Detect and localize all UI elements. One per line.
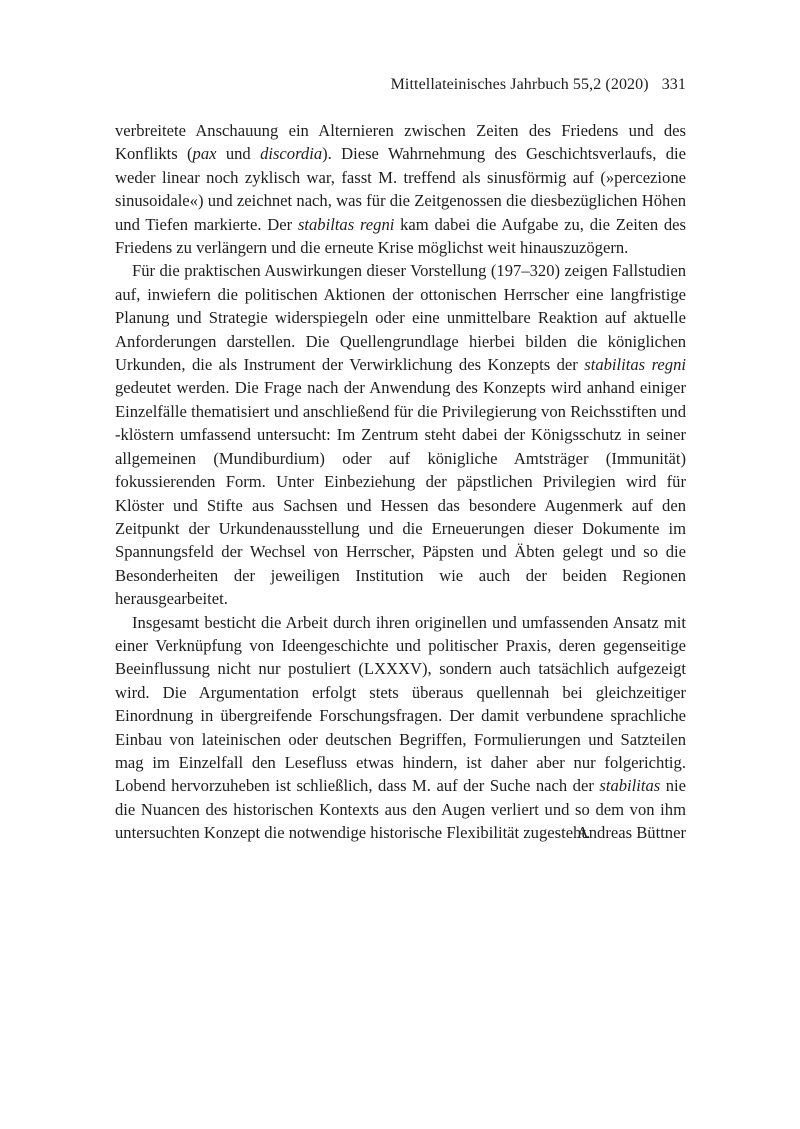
running-header — [115, 76, 686, 94]
italic-term: stabilitas — [599, 776, 661, 796]
text-segment: und — [216, 144, 261, 164]
italic-term: stabilitas regni — [584, 355, 686, 375]
text-segment: Für die praktischen Auswirkungen dieser Vorstellung (197–320) zeigen Fallstudien auf, inwiefern die politischen Aktionen der ottonischen Herrscher eine langfristige Planung und Strategie widerspiegeln oder eine unmittelbare Reaktion auf aktuelle Anforderungen darstellen. Die Quellengrundlage hierbei bilden die königlichen Urkunden, die als Instrument der Verwirklichung des Konzepts der — [115, 261, 686, 375]
italic-term: discordia — [260, 144, 323, 164]
review-body — [115, 119, 686, 845]
page-number: 331 — [661, 76, 686, 93]
italic-term: pax — [192, 144, 217, 164]
paragraphs-container — [115, 119, 686, 845]
text-segment: verbreitete Anschauung ein Alternieren zwischen Zeiten des Friedens und des Konflikts ( — [115, 121, 686, 164]
paragraph — [115, 119, 686, 259]
text-segment: kam dabei die Aufgabe zu, die Zeiten des Friedens zu verlängern und die erneute Krise möglichst weit hinauszuzögern. — [115, 214, 686, 258]
text-segment: Insgesamt besticht die Arbeit durch ihren originellen und umfassenden Ansatz mit einer Verknüpfung von Ideengeschichte und politischer Praxis, deren gegenseitige Beeinflussung nicht nur postuliert (LXXXV), sondern auch tatsächlich aufgezeigt wird. Die Argumentation erfolgt stets überaus quellennah bei gleichzeitiger Einordnung in übergreifende Forschungsfragen. Der damit verbundene sprachliche Einbau von lateinischen oder deutschen Begriffen, Formulierungen und Satzteilen mag im Einzelfall den Lesefluss etwas hindern, ist daher aber nur folgerichtig. Lobend hervorzuheben ist schließlich, dass M. auf der Suche nach der — [115, 612, 686, 796]
text-segment: gedeutet werden. Die Frage nach der Anwendung des Konzepts wird anhand einiger Einzelfälle thematisiert und anschließend für die Privilegierung von Reichsstiften und -klöstern umfassend untersucht: Im Zentrum steht dabei der Königsschutz in seiner allgemeinen (Mundiburdium) oder auf königliche Amtsträger (Immunität) fokussierenden Form. Unter Einbeziehung der päpstlichen Privilegien wird für Klöster und Stifte aus Sachsen und Hessen das besondere Augenmerk auf den Zeitpunkt der Urkundenausstellung und die Erneuerungen dieser Dokumente im Spannungsfeld der Wechsel von Herrscher, Päpsten und Äbten gelegt und so die Besonderheiten der jeweiligen Institution wie auch der beiden Regionen herausgearbeitet. — [115, 378, 686, 609]
text-segment: nie die Nuancen des historischen Kontexts aus den Augen verliert und so dem von ihm untersuchten Konzept die notwendige historische Flexibilität zugesteht. — [115, 776, 687, 843]
paragraph — [115, 259, 686, 610]
text-segment: ). Diese Wahrnehmung des Geschichtsverlaufs, die weder linear noch zyklisch war, fasst M. treffend als sinusförmig auf (»percezione sinusoidale«) und zeichnet nach, was für die Zeitgenossen die diesbezüglichen Höhen und Tiefen markierte. Der — [115, 144, 686, 234]
italic-term: stabiltas regni — [297, 214, 395, 234]
reviewer-signature: Andreas Büttner — [576, 823, 686, 843]
journal-title: Mittellateinisches Jahrbuch 55,2 (2020) — [390, 76, 649, 93]
paragraph — [115, 611, 686, 845]
